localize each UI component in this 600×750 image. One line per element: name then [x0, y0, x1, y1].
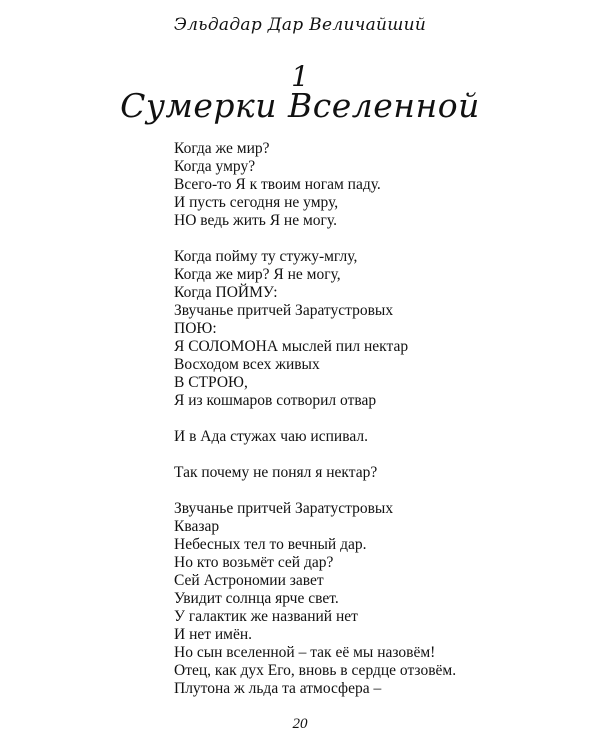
poem-line: Когда же мир? — [174, 140, 270, 157]
poem-body — [174, 140, 574, 698]
poem-line: Восходом всех живых — [174, 356, 320, 373]
poem-stanza — [174, 140, 574, 230]
poem-line: Когда пойму ту стужу-мглу, — [174, 248, 358, 265]
page-number: 20 — [292, 716, 308, 732]
running-header: Эльдадар Дар Величайший — [173, 15, 427, 35]
poem-line: Квазар — [174, 518, 220, 535]
poem-line: И пусть сегодня не умру, — [174, 194, 339, 211]
poem-line: Когда умру? — [174, 158, 256, 175]
poem-line: Так почему не понял я нектар? — [174, 464, 378, 481]
poem-line: И в Ада стужах чаю испивал. — [174, 428, 368, 445]
poem-line: Я СОЛОМОНА мыслей пил нектар — [174, 338, 409, 355]
poem-line: Когда ПОЙМУ: — [174, 284, 278, 301]
chapter-title: Сумерки Вселенной — [120, 86, 480, 125]
chapter-number: 1 — [291, 60, 309, 93]
poem-stanza — [174, 248, 574, 410]
poem-line: Я из кошмаров сотворил отвар — [174, 392, 377, 409]
poem-line: Всего-то Я к твоим ногам паду. — [174, 176, 381, 193]
poem-line: Небесных тел то вечный дар. — [174, 536, 367, 553]
poem-line: У галактик же названий нет — [174, 608, 358, 625]
poem-line: Сей Астрономии завет — [174, 572, 324, 589]
poem-line: И нет имён. — [174, 626, 253, 643]
poem-line: Звучанье притчей Заратустровых — [174, 302, 394, 319]
poem-line: НО ведь жить Я не могу. — [174, 212, 337, 229]
poem-line: Звучанье притчей Заратустровых — [174, 500, 394, 517]
poem-line: Но сын вселенной – так её мы назовём! — [174, 644, 436, 661]
poem-line: Когда же мир? Я не могу, — [174, 266, 341, 283]
poem-line: В СТРОЮ, — [174, 374, 248, 391]
poem-line: Отец, как дух Его, вновь в сердце отзовём. — [174, 662, 457, 679]
poem-line: Но кто возьмёт сей дар? — [174, 554, 334, 571]
poem-line: ПОЮ: — [174, 320, 217, 337]
poem-line: Плутона ж льда та атмосфера – — [174, 680, 382, 697]
poem-stanza — [174, 428, 574, 446]
poem-line: Увидит солнца ярче свет. — [174, 590, 339, 607]
poem-stanza — [174, 464, 574, 482]
poem-stanza — [174, 500, 574, 698]
